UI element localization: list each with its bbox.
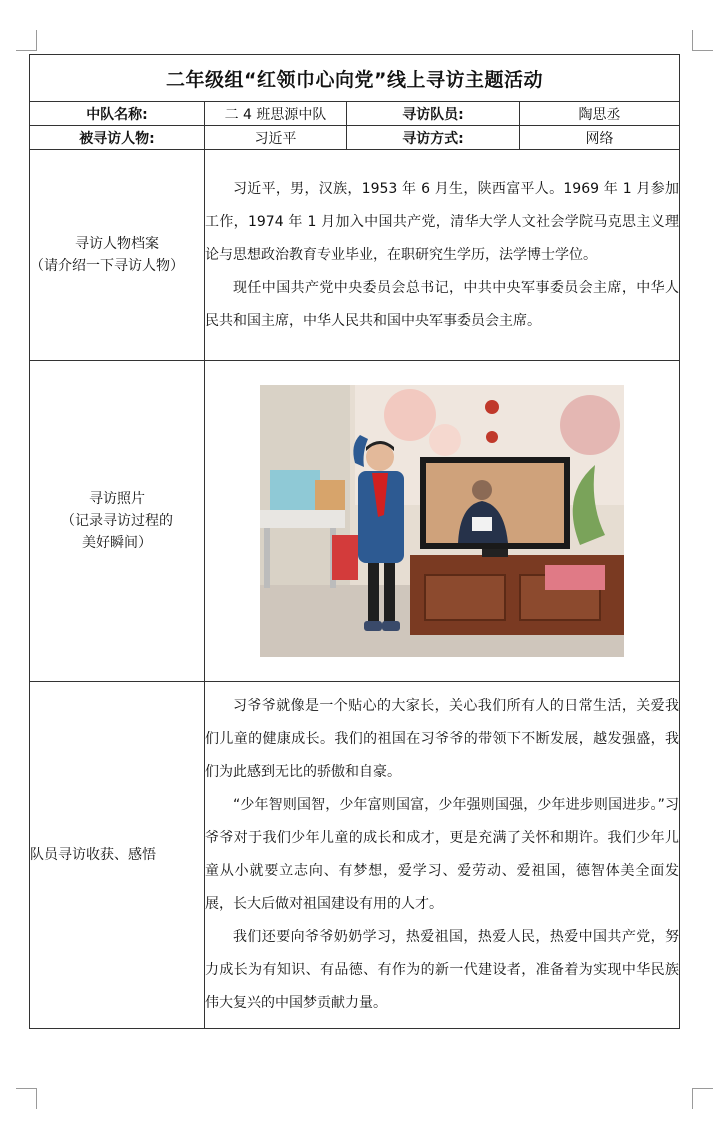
- squad-name-label: 中队名称:: [30, 102, 205, 126]
- photo-child-leg: [384, 563, 395, 623]
- reflection-row: [30, 682, 680, 1029]
- photo-label-line1: 寻访照片: [89, 491, 145, 507]
- squad-info-row: [30, 102, 680, 126]
- crop-mark-bottom-left: [16, 1088, 37, 1109]
- photo-tv-paper: [472, 517, 492, 531]
- crop-mark-top-right: [692, 30, 713, 51]
- interviewer-label: 寻访队员:: [347, 102, 520, 126]
- photo-label-line3: 美好瞬间）: [82, 535, 152, 551]
- photo-flower: [429, 424, 461, 456]
- photo-seal: [486, 431, 498, 443]
- photo-child-shoe: [364, 621, 382, 631]
- photo-desk: [260, 510, 345, 528]
- reflection-paragraph: 我们还要向爷爷奶奶学习，热爱祖国，热爱人民，热爱中国共产党，努力成长为有知识、有品德、有作为的新一代建设者，准备着为实现中华民族伟大复兴的中国梦贡献力量。: [205, 929, 680, 1011]
- photo-tv-person-head: [472, 480, 492, 500]
- interview-method-label: 寻访方式:: [347, 126, 520, 150]
- reflection-paragraph: “少年智则国智，少年富则国富，少年强则国强，少年进步则国进步。”习爷爷对于我们少年儿童的成长和成才，更是充满了关怀和期许。我们少年儿童从小就要立志向、有梦想，爱学习、爱劳动、爱祖国，德智体美全面发展，长大后做对祖国建设有用的人才。: [205, 797, 680, 912]
- photo-shelf-items: [270, 470, 320, 510]
- photo-seal: [485, 400, 499, 414]
- activity-form-table: [29, 54, 680, 1029]
- photo-cabinet-drawer: [425, 575, 505, 620]
- interview-method-value: 网络: [520, 126, 680, 150]
- photo-desk-leg: [264, 528, 270, 588]
- title-row: [30, 55, 680, 102]
- profile-label: [30, 150, 205, 361]
- reflection-paragraph: 习爷爷就像是一个贴心的大家长，关心我们所有人的日常生活，关爱我们儿童的健康成长。我们的祖国在习爷爷的带领下不断发展，越发强盛，我们为此感到无比的骄傲和自豪。: [205, 698, 680, 780]
- photo-row: [30, 361, 680, 682]
- photo-child-leg: [368, 563, 379, 623]
- photo-label: [30, 361, 205, 682]
- reflection-content: [205, 682, 680, 1029]
- profile-label-line1: 寻访人物档案: [75, 236, 159, 252]
- reflection-label: 队员寻访收获、感悟: [30, 682, 205, 1029]
- photo-label-line2: （记录寻访过程的: [61, 513, 173, 529]
- photo-red-bag: [332, 535, 358, 580]
- profile-label-line2: （请介绍一下寻访人物）: [30, 258, 184, 274]
- page-title: 二年级组“红领巾心向党”线上寻访主题活动: [30, 55, 680, 102]
- squad-name-value: 二 4 班思源中队: [205, 102, 347, 126]
- interviewer-value: 陶思丞: [520, 102, 680, 126]
- interviewee-value: 习近平: [205, 126, 347, 150]
- photo-towel: [545, 565, 605, 590]
- interviewee-info-row: [30, 126, 680, 150]
- crop-mark-top-left: [16, 30, 37, 51]
- crop-mark-bottom-right: [692, 1088, 713, 1109]
- interview-photo: [260, 385, 624, 657]
- profile-paragraph: 习近平，男，汉族，1953 年 6 月生，陕西富平人。1969 年 1 月参加工作，1974 年 1 月加入中国共产党，清华大学人文社会学院马克思主义理论与思想政治教育专业毕业，在职研究生学历，法学博士学位。: [205, 180, 680, 263]
- profile-content: [205, 150, 680, 361]
- photo-child-shoe: [382, 621, 400, 631]
- photo-flower: [384, 389, 436, 441]
- photo-tv-stand: [482, 549, 508, 557]
- photo-cell: [205, 361, 680, 682]
- interviewee-label: 被寻访人物:: [30, 126, 205, 150]
- photo-flower: [560, 395, 620, 455]
- profile-row: [30, 150, 680, 361]
- photo-bookshelf: [315, 480, 345, 510]
- profile-paragraph: 现任中国共产党中央委员会总书记，中共中央军事委员会主席，中华人民共和国主席，中华人民共和国中央军事委员会主席。: [205, 279, 680, 329]
